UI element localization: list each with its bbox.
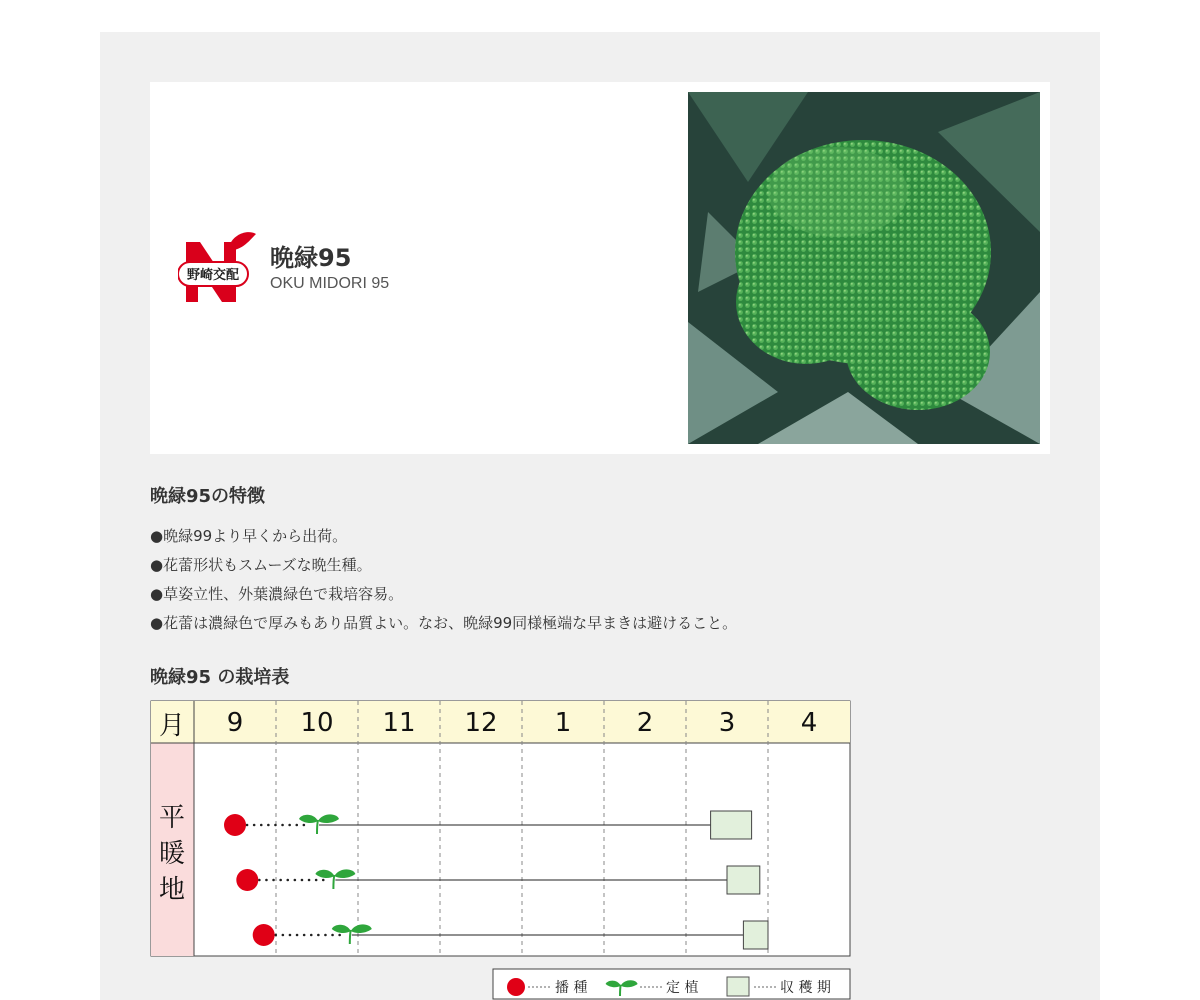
month-tick-label: 11	[382, 708, 416, 738]
variety-card	[150, 82, 1050, 454]
month-tick-label: 9	[226, 708, 244, 738]
region-label	[159, 803, 185, 905]
month-tick-label: 2	[636, 708, 654, 738]
legend-harvest-icon	[727, 977, 749, 996]
feature-item: ●花蕾は濃緑色で厚みもあり品質よい。なお、晩緑99同様極端な早まきは避けること。	[150, 614, 738, 632]
sow-marker	[236, 869, 258, 891]
legend-harvest-label: 収 穫 期	[780, 980, 831, 996]
legend-sow-icon	[507, 978, 525, 996]
month-tick-label: 1	[554, 708, 572, 738]
features-list	[150, 522, 737, 638]
legend-plant-label: 定 植	[666, 980, 699, 996]
feature-item: ●晩緑99より早くから出荷。	[150, 527, 348, 545]
month-tick-label: 10	[300, 708, 334, 738]
content-panel	[100, 32, 1100, 1000]
month-label: 月	[158, 711, 186, 741]
broccoli-photo	[688, 92, 1040, 444]
legend	[493, 969, 850, 999]
logo-badge-text: 野崎交配	[186, 268, 240, 283]
variety-title: 晩緑95	[270, 244, 352, 272]
harvest-period-box	[711, 811, 752, 839]
feature-item: ●草姿立性、外葉濃緑色で栽培容易。	[150, 585, 404, 603]
variety-subtitle: OKU MIDORI 95	[270, 275, 390, 292]
sow-marker	[253, 924, 275, 946]
month-tick-label: 4	[800, 708, 818, 738]
harvest-period-box	[743, 921, 768, 949]
harvest-period-box	[727, 866, 760, 894]
region-label-char: 地	[158, 875, 186, 905]
nozaki-logo-icon	[178, 232, 256, 310]
feature-item: ●花蕾形状もスムーズな晩生種。	[150, 556, 372, 574]
legend-sow-label: 播 種	[555, 980, 588, 996]
sow-marker	[224, 814, 246, 836]
month-tick-label: 3	[718, 708, 736, 738]
region-label-char: 暖	[158, 839, 186, 869]
cultivation-chart	[150, 700, 852, 1000]
region-label-char: 平	[158, 803, 186, 833]
features-heading: 晩緑95の特徴	[150, 486, 266, 507]
month-tick-label: 12	[464, 708, 498, 738]
schedule-heading: 晩緑95 の栽培表	[150, 667, 290, 688]
